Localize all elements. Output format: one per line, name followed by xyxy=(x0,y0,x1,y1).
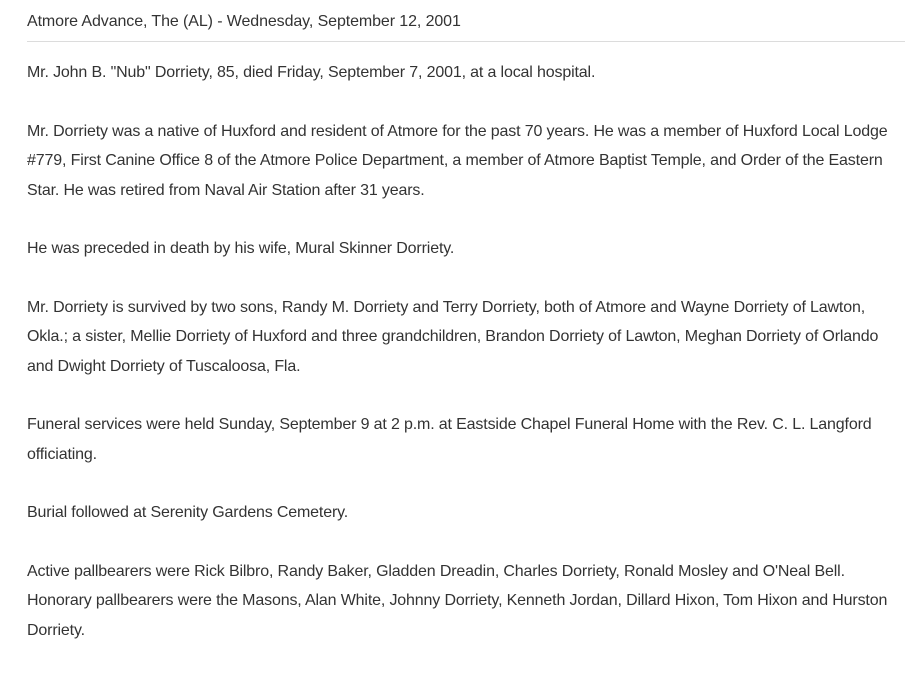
biography-paragraph: Mr. Dorriety was a native of Huxford and resident of Atmore for the past 70 years. He was a member of Huxford Local Lodge #779, First Canine Office 8 of the Atmore Police Department, a member of Atmore Baptist Temple, and Order of the Eastern Star. He was retired from Naval Air Station after 31 years. xyxy=(27,122,888,199)
pallbearers-paragraph: Active pallbearers were Rick Bilbro, Randy Baker, Gladden Dreadin, Charles Dorriety, Ronald Mosley and O'Neal Bell. Honorary pallbearers were the Masons, Alan White, Johnny Dorriety, Kenneth Jordan, Dillard Hixon, Tom Hixon and Hurston Dorriety. xyxy=(27,562,888,639)
publication-source-line: Atmore Advance, The (AL) - Wednesday, September 12, 2001 xyxy=(27,0,905,42)
obituary-body xyxy=(27,42,905,645)
obituary-article xyxy=(27,0,905,674)
preceded-in-death-paragraph: He was preceded in death by his wife, Mural Skinner Dorriety. xyxy=(27,240,455,257)
survivors-paragraph: Mr. Dorriety is survived by two sons, Randy M. Dorriety and Terry Dorriety, both of Atmore and Wayne Dorriety of Lawton, Okla.; a sister, Mellie Dorriety of Huxford and three grandchildren, Brandon Dorriety of Lawton, Meghan Dorriety of Orlando and Dwight Dorriety of Tuscaloosa, Fla. xyxy=(27,298,879,375)
funeral-services-paragraph: Funeral services were held Sunday, September 9 at 2 p.m. at Eastside Chapel Funeral Home with the Rev. C. L. Langford officiating. xyxy=(27,416,872,463)
burial-paragraph: Burial followed at Serenity Gardens Cemetery. xyxy=(27,504,349,521)
death-notice-paragraph: Mr. John B. "Nub" Dorriety, 85, died Friday, September 7, 2001, at a local hospital. xyxy=(27,64,596,81)
